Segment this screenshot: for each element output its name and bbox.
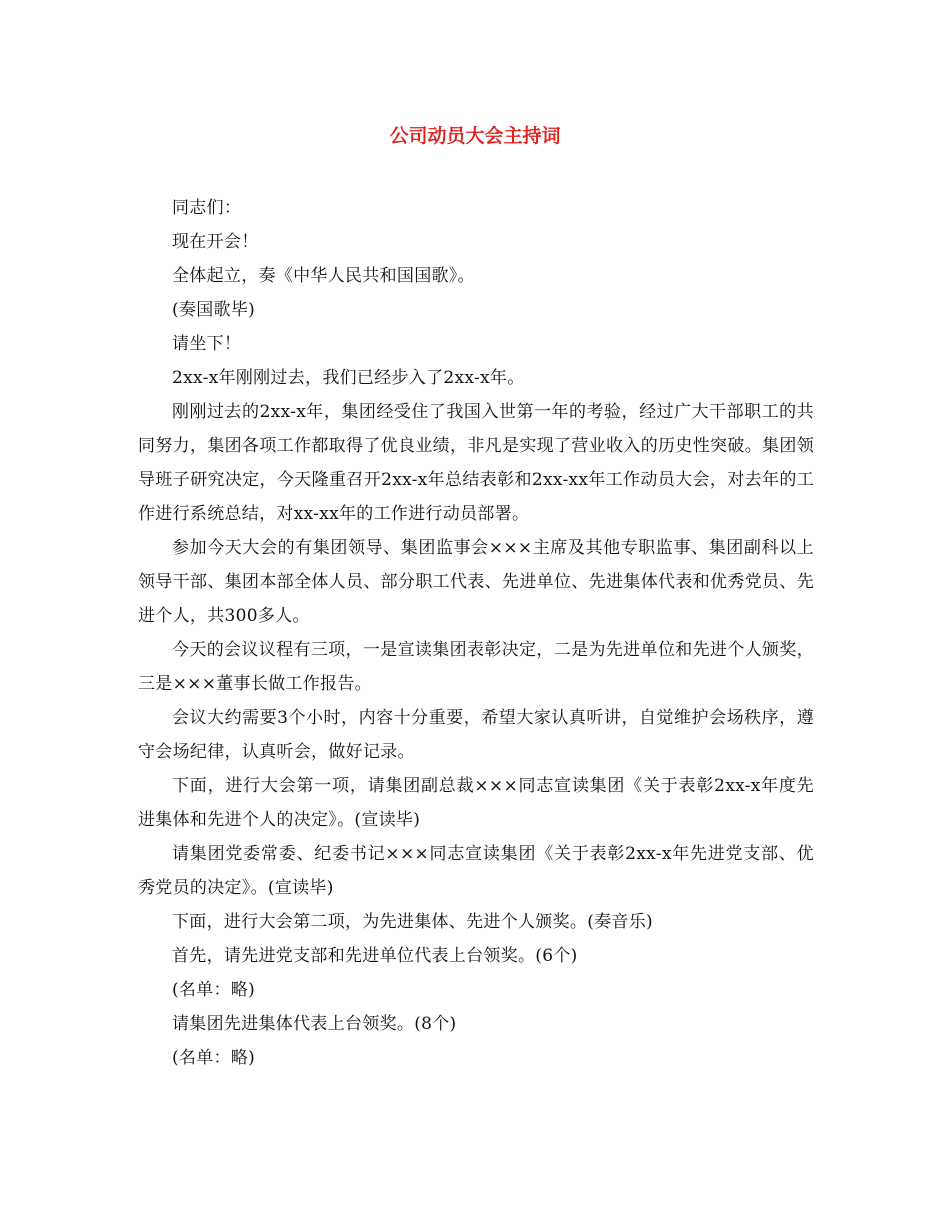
paragraph-agenda: 今天的会议议程有三项，一是宣读集团表彰决定，二是为先进单位和先进个人颁奖，三是×××董事长做工作报告。: [138, 640, 814, 694]
paragraph-item-one: 下面，进行大会第一项，请集团副总裁×××同志宣读集团《关于表彰2xx-x年度先进集体和先进个人的决定》。(宣读毕): [138, 776, 814, 830]
paragraph-awards-collectives: 请集团先进集体代表上台领奖。(8个): [172, 1014, 457, 1034]
paragraph-sit-down: 请坐下！: [172, 334, 242, 354]
paragraph-anthem-end: (奏国歌毕): [172, 300, 256, 320]
paragraph-opening: 现在开会！: [172, 232, 259, 252]
paragraph-greeting: 同志们：: [172, 198, 242, 218]
paragraph-anthem: 全体起立，奏《中华人民共和国国歌》。: [172, 266, 475, 286]
paragraph-item-two: 下面，进行大会第二项，为先进集体、先进个人颁奖。(奏音乐): [172, 912, 653, 932]
paragraph-attendees: 参加今天大会的有集团领导、集团监事会×××主席及其他专职监事、集团副科以上领导干部、集团本部全体人员、部分职工代表、先进单位、先进集体代表和优秀党员、先进个人，共300多人。: [138, 538, 814, 626]
document-title: 公司动员大会主持词: [389, 125, 561, 147]
paragraph-list-omitted-1: (名单：略): [172, 980, 256, 1000]
paragraph-list-omitted-2: (名单：略): [172, 1048, 256, 1068]
paragraph-awards-units: 首先，请先进党支部和先进单位代表上台领奖。(6个): [172, 946, 578, 966]
document-body: [138, 191, 814, 1075]
paragraph-review: 刚刚过去的2xx-x年，集团经受住了我国入世第一年的考验，经过广大干部职工的共同努力，集团各项工作都取得了优良业绩，非凡是实现了营业收入的历史性突破。集团领导班子研究决定，今天隆重召开2xx-x年总结表彰和2xx-xx年工作动员大会，对去年的工作进行系统总结，对xx-xx年的工作进行动员部署。: [138, 402, 814, 524]
paragraph-new-year: 2xx-x年刚刚过去，我们已经步入了2xx-x年。: [172, 368, 525, 388]
paragraph-party-decision: 请集团党委常委、纪委书记×××同志宣读集团《关于表彰2xx-x年先进党支部、优秀党员的决定》。(宣读毕): [138, 844, 814, 898]
paragraph-duration: 会议大约需要3个小时，内容十分重要，希望大家认真听讲，自觉维护会场秩序，遵守会场纪律，认真听会，做好记录。: [138, 708, 814, 762]
